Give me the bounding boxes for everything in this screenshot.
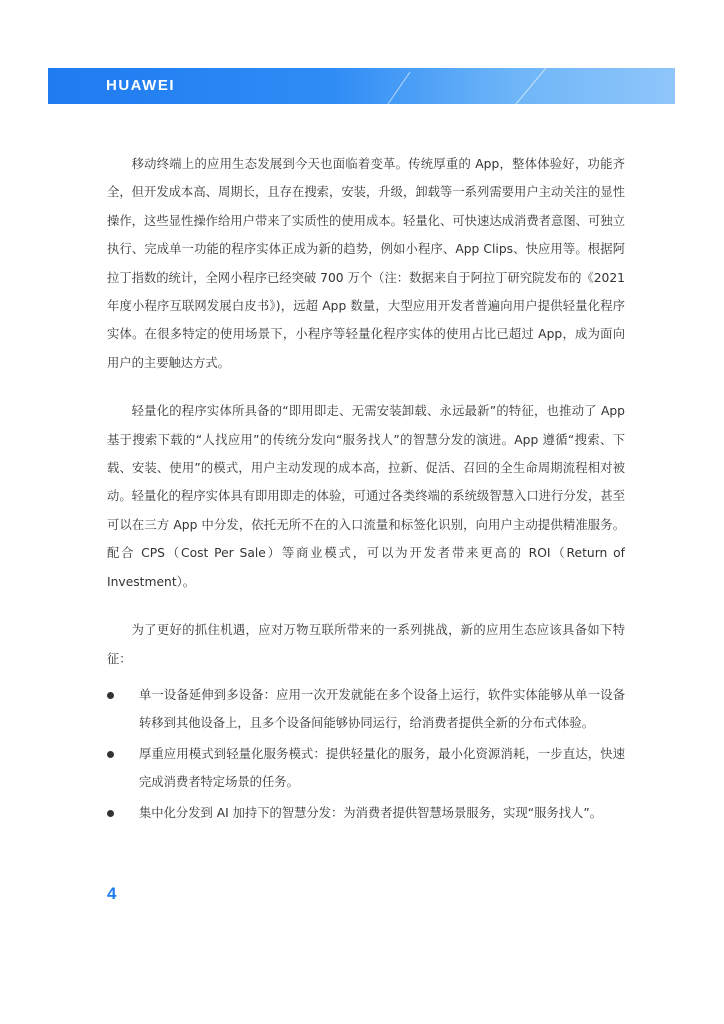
list-item-text: 集中化分发到 AI 加持下的智慧分发：为消费者提供智慧场景服务，实现“服务找人”。: [139, 805, 602, 820]
bullet-icon: [107, 692, 114, 699]
paragraph-3: 为了更好的抓住机遇，应对万物互联所带来的一系列挑战，新的应用生态应该具备如下特征：: [107, 623, 625, 666]
paragraph-1: 移动终端上的应用生态发展到今天也面临着变革。传统厚重的 App，整体体验好，功能齐全，但开发成本高、周期长，且存在搜索，安装，升级，卸载等一系列需要用户主动关注的显性操作，这些显性操作给用户带来了实质性的使用成本。轻量化、可快速达成消费者意图、可独立执行、完成单一功能的程序实体正成为新的趋势，例如小程序、App Clips、快应用等。根据阿拉丁指数的统计，全网小程序已经突破 700 万个（注：数据来自于阿拉丁研究院发布的《2021 年度小程序互联网发展白皮书》)，远超 App 数量，大型应用开发者普遍向用户提供轻量化程序实体。在很多特定的使用场景下，小程序等轻量化程序实体的使用占比已超过 App，成为面向用户的主要触达方式。: [107, 157, 625, 370]
list-item: [107, 681, 625, 738]
bullet-icon: [107, 810, 114, 817]
bullet-icon: [107, 751, 114, 758]
feature-list: [107, 681, 625, 827]
list-item-text: 单一设备延伸到多设备：应用一次开发就能在多个设备上运行，软件实体能够从单一设备转移到其他设备上，且多个设备间能够协同运行，给消费者提供全新的分布式体验。: [139, 687, 625, 731]
page-number: 4: [107, 884, 117, 903]
list-item-text: 厚重应用模式到轻量化服务模式：提供轻量化的服务，最小化资源消耗，一步直达，快速完成消费者特定场景的任务。: [139, 746, 625, 790]
brand-logo: HUAWEI: [106, 77, 175, 94]
list-item: [107, 799, 625, 827]
page-content: [107, 150, 625, 829]
header-banner: [48, 68, 675, 104]
paragraph-2: 轻量化的程序实体所具备的“即用即走、无需安装卸载、永远最新”的特征，也推动了 App 基于搜索下载的“人找应用”的传统分发向“服务找人”的智慧分发的演进。App 遵循“搜索、下载、安装、使用”的模式，用户主动发现的成本高，拉新、促活、召回的全生命周期流程相对被动。轻量化的程序实体具有即用即走的体验，可通过各类终端的系统级智慧入口进行分发，甚至可以在三方 App 中分发，依托无所不在的入口流量和标签化识别，向用户主动提供精准服务。配合 CPS（Cost Per Sale）等商业模式，可以为开发者带来更高的 ROI（Return of Investment）。: [107, 404, 625, 589]
list-item: [107, 740, 625, 797]
